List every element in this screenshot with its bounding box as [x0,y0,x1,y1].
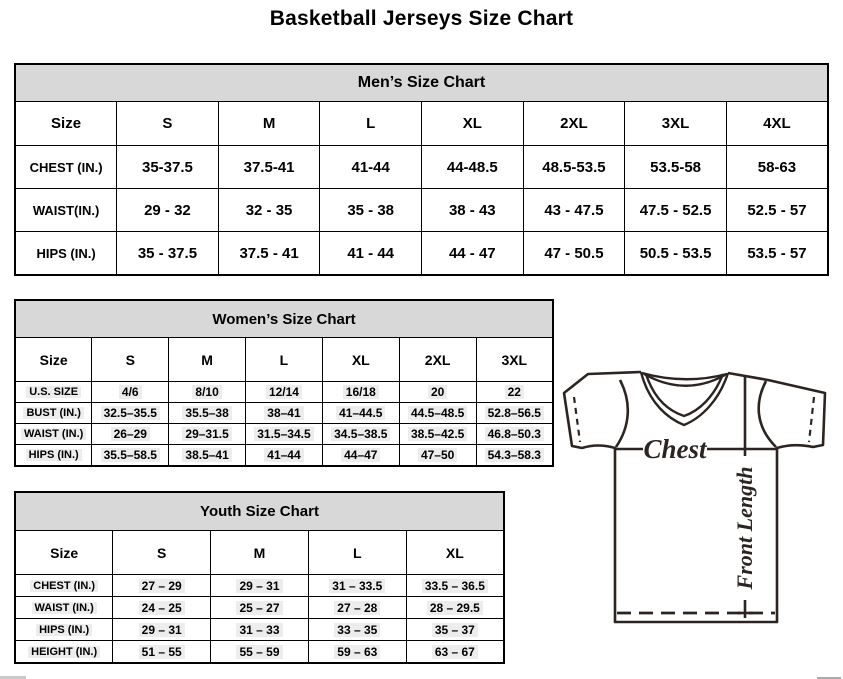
measurement-cell: 37.5 - 41 [218,232,320,276]
measurement-cell: 37.5-41 [218,146,320,189]
measurement-cell: 50.5 - 53.5 [625,232,727,276]
measurement-cell: 47 - 50.5 [523,232,625,276]
table-row [15,146,828,189]
size-column-header: M [218,102,320,146]
measurement-cell [246,424,323,445]
cell-text: 25 – 27 [236,601,282,615]
cell-text: 26–29 [111,427,150,441]
measurement-cell: 44-48.5 [422,146,524,189]
measurement-cell [406,619,504,641]
row-label [15,445,92,467]
cell-text: 27 – 29 [139,579,185,593]
measurement-cell [406,575,504,597]
measurement-cell [92,424,169,445]
table-header-row [15,64,828,102]
cell-text: 35.5–58.5 [101,448,160,462]
chest-label: Chest [643,434,707,464]
measurement-cell: 29 - 32 [117,189,219,232]
measurement-cell [308,575,406,597]
measurement-cell: 43 - 47.5 [523,189,625,232]
measurement-cell [169,382,246,403]
size-column-header: XL [406,531,504,575]
measurement-cell [92,403,169,424]
cell-text: 44–47 [341,448,380,462]
cell-text: 20 [428,385,447,399]
cell-text: 63 – 67 [432,645,478,659]
table-row [15,597,504,619]
cell-text: 38.5–42.5 [408,427,467,441]
measurement-cell [169,445,246,467]
cell-text: 41–44 [264,448,303,462]
left-sleeve-seam [616,380,628,447]
measurement-cell [246,403,323,424]
cell-text: 28 – 29.5 [427,601,483,615]
measurement-cell [308,641,406,664]
row-label [15,619,113,641]
size-column-header: XL [322,338,399,382]
size-column-header: L [246,338,323,382]
cell-text: 29 – 31 [139,623,185,637]
measurement-cell: 32 - 35 [218,189,320,232]
measurement-cell: 35 - 38 [320,189,422,232]
measurement-cell [476,382,553,403]
size-header-label: Size [15,531,113,575]
youth-size-table [14,491,505,664]
measurement-cell [113,641,211,664]
size-column-header: S [117,102,219,146]
left-cuff-dash-line [574,397,580,442]
measurement-cell [322,403,399,424]
measurement-cell: 41 - 44 [320,232,422,276]
table-header-row [15,300,553,338]
cell-text: 55 – 59 [236,645,282,659]
cell-text: 52.8–56.5 [485,406,544,420]
measurement-cell [399,424,476,445]
cell-text: 51 – 55 [139,645,185,659]
size-column-header: L [308,531,406,575]
table-row [15,424,553,445]
measurement-cell [92,382,169,403]
table-row [15,445,553,467]
measurement-cell [113,597,211,619]
size-column-header: XL [422,102,524,146]
size-column-header: 3XL [476,338,553,382]
measurement-cell [308,597,406,619]
right-cuff-dash-line [809,397,814,442]
table-row [15,575,504,597]
size-column-header: 4XL [726,102,828,146]
size-column-header: M [169,338,246,382]
size-column-header: S [92,338,169,382]
size-column-header: 2XL [523,102,625,146]
measurement-cell [399,445,476,467]
measurement-cell [169,424,246,445]
cell-text: 29 – 31 [236,579,282,593]
size-header-row [15,102,828,146]
size-header-label: Size [15,102,117,146]
row-label [15,597,113,619]
cell-text: 27 – 28 [334,601,380,615]
measurement-cell [211,619,309,641]
measurement-cell: 35-37.5 [117,146,219,189]
cell-text: 29–31.5 [182,427,231,441]
front-length-label: Front Length [732,466,757,590]
mens-size-table [14,63,829,276]
cell-text: BUST (IN.) [23,407,83,419]
cell-text: HIPS (IN.) [26,449,82,461]
measurement-cell [399,403,476,424]
size-column-header: S [113,531,211,575]
cell-text: 59 – 63 [334,645,380,659]
measurement-cell: 53.5 - 57 [726,232,828,276]
measurement-cell [476,424,553,445]
cell-text: 32.5–35.5 [101,406,160,420]
measurement-cell [406,641,504,664]
table-row [15,382,553,403]
page-title: Basketball Jerseys Size Chart [269,7,574,30]
measurement-cell: 38 - 43 [422,189,524,232]
size-header-row [15,531,504,575]
cell-text: 33 – 35 [334,623,380,637]
measurement-cell [246,445,323,467]
cell-text: HEIGHT (IN.) [28,646,100,658]
row-label [15,575,113,597]
cell-text: 35.5–38 [182,406,231,420]
measurement-cell [169,403,246,424]
measurement-cell: 41-44 [320,146,422,189]
cell-text: 38–41 [264,406,303,420]
cell-text: 8/10 [192,385,221,399]
measurement-cell [113,575,211,597]
jersey-outline-path [564,372,825,622]
cell-text: 54.3–58.3 [485,448,544,462]
measurement-cell [476,445,553,467]
cell-text: 46.8–50.3 [485,427,544,441]
cell-text: 44.5–48.5 [408,406,467,420]
size-column-header: 2XL [399,338,476,382]
cell-text: 35 – 37 [432,623,478,637]
measurement-cell [211,575,309,597]
table-row [15,232,828,276]
size-header-label: Size [15,338,92,382]
cell-text: 31 – 33.5 [329,579,385,593]
cell-text: WAIST (IN.) [21,428,86,440]
table-row [15,403,553,424]
measurement-cell [406,597,504,619]
measurement-cell: 35 - 37.5 [117,232,219,276]
cell-text: HIPS (IN.) [36,624,92,636]
cell-text: 4/6 [119,385,142,399]
cell-text: 34.5–38.5 [331,427,390,441]
size-header-row [15,338,553,382]
cell-text: 31 – 33 [236,623,282,637]
measurement-cell: 58-63 [726,146,828,189]
row-label: HIPS (IN.) [15,232,117,276]
cell-text: 31.5–34.5 [254,427,313,441]
cell-text: 22 [505,385,524,399]
table-header-row [15,492,504,531]
size-column-header: 3XL [625,102,727,146]
size-column-header: L [320,102,422,146]
measurement-cell [322,382,399,403]
size-column-header: M [211,531,309,575]
measurement-cell [246,382,323,403]
measurement-cell: 44 - 47 [422,232,524,276]
measurement-cell: 53.5-58 [625,146,727,189]
measurement-cell [322,424,399,445]
cell-text: 33.5 – 36.5 [422,579,488,593]
row-label [15,382,92,403]
table-row [15,641,504,664]
row-label: CHEST (IN.) [15,146,117,189]
table-row [15,189,828,232]
measurement-cell [308,619,406,641]
row-label [15,641,113,664]
row-label [15,403,92,424]
measurement-cell: 52.5 - 57 [726,189,828,232]
cell-text: 38.5–41 [182,448,231,462]
cell-text: 12/14 [266,385,302,399]
cell-text: U.S. SIZE [26,386,81,398]
cell-text: CHEST (IN.) [30,580,98,592]
jersey-measurement-diagram [557,359,839,637]
measurement-cell [113,619,211,641]
measurement-cell [322,445,399,467]
cell-text: 16/18 [343,385,379,399]
measurement-cell [399,382,476,403]
measurement-cell: 48.5-53.5 [523,146,625,189]
cell-text: 41–44.5 [336,406,385,420]
cell-text: WAIST (IN.) [32,602,97,614]
measurement-cell [476,403,553,424]
table-title: Men’s Size Chart [15,64,828,102]
measurement-cell: 47.5 - 52.5 [625,189,727,232]
cell-text: 47–50 [418,448,457,462]
row-label: WAIST(IN.) [15,189,117,232]
womens-size-table [14,299,554,467]
measurement-cell [211,597,309,619]
measurement-cell [92,445,169,467]
table-title: Women’s Size Chart [15,300,553,338]
cell-text: 24 – 25 [139,601,185,615]
table-row [15,619,504,641]
row-label [15,424,92,445]
measurement-cell [211,641,309,664]
table-title: Youth Size Chart [15,492,504,531]
right-sleeve-seam [759,381,776,447]
